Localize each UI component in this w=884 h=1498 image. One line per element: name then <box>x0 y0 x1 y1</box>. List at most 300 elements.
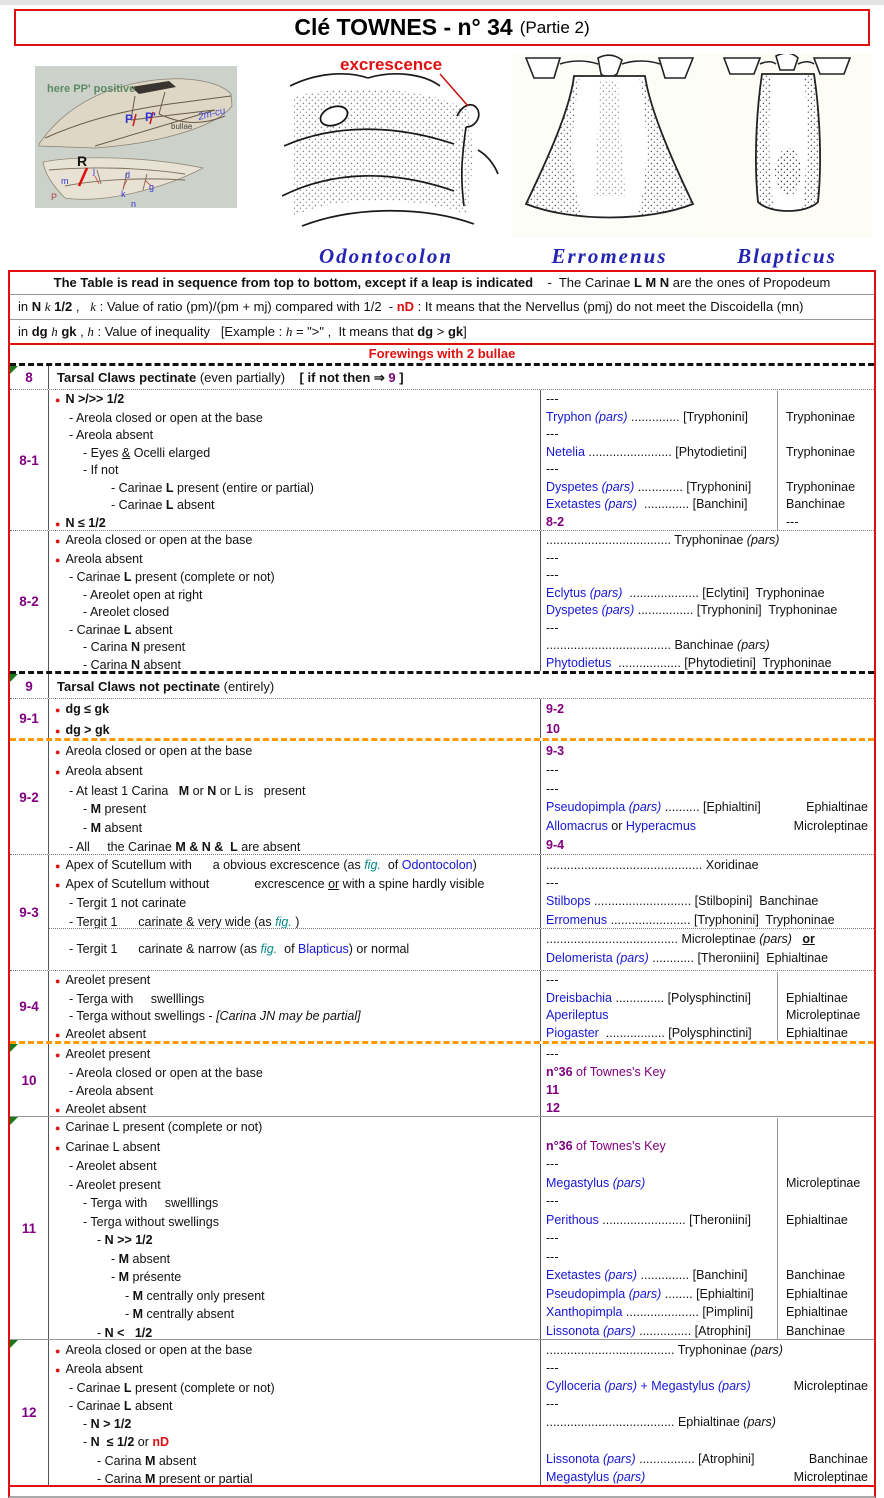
text-segment: - <box>83 802 91 817</box>
criterion-line <box>55 762 540 782</box>
row-number-8-1 <box>10 390 49 530</box>
taxa-text <box>546 911 835 928</box>
page-title-suffix: (Partie 2) <box>519 17 590 37</box>
family-cell <box>777 1137 874 1156</box>
row-number-text: 8 <box>25 370 33 385</box>
text-segment: nD <box>152 1435 170 1450</box>
text-segment: ............. [Banchini] <box>637 497 748 511</box>
odontocolon-figure <box>272 54 500 269</box>
text-segment: - Terga without swellings <box>83 1214 219 1229</box>
bullet-icon: ● <box>55 1029 61 1040</box>
text-segment: k <box>44 299 51 314</box>
text-segment: - Areolet present <box>69 1177 161 1192</box>
text-segment: or <box>328 877 340 892</box>
text-segment: ............................................. Xoridinae <box>546 858 759 872</box>
result-cell <box>541 971 874 1041</box>
text-segment: Ocelli elarged <box>130 445 211 460</box>
taxa-line <box>541 1431 874 1449</box>
text-segment: N >/>> 1/2 <box>65 392 125 406</box>
title-box <box>14 9 870 46</box>
bullet-icon: ● <box>55 1105 61 1115</box>
key-row-9-4 <box>10 970 874 1041</box>
text-segment: ............ [Theroniini] Ephialtinae <box>648 951 829 965</box>
result-cell <box>541 699 874 738</box>
criterion-line <box>55 1250 540 1269</box>
row-content <box>49 699 874 738</box>
text-segment: présente <box>129 1270 182 1284</box>
text-segment: - Areola closed or open at the base <box>69 410 263 425</box>
text-segment: (pars) <box>604 497 638 511</box>
text-segment: n°36 <box>546 1065 573 1079</box>
text-segment: --- <box>546 1231 559 1245</box>
row-number-text: 9-3 <box>19 905 39 920</box>
bullet-icon: ● <box>55 766 61 777</box>
text-segment: .............. [Tryphonini] <box>627 409 748 424</box>
taxa-line <box>541 780 874 799</box>
text-segment: Hyperacmus <box>625 819 697 834</box>
criterion-line <box>55 1287 540 1306</box>
text-segment: (pars) <box>717 1379 751 1394</box>
row-content <box>49 1117 874 1339</box>
criterion-line <box>55 819 540 838</box>
text-segment: - Carina <box>97 1453 145 1468</box>
row-content <box>49 1340 874 1485</box>
wing-label-g: g <box>149 182 155 192</box>
text-segment: Perithous <box>546 1212 599 1227</box>
text-segment: .................................... Banchinae <box>546 638 738 652</box>
criterion-line <box>55 462 540 480</box>
taxa-line <box>541 911 874 928</box>
text-segment: .............. [Banchini] <box>637 1268 748 1282</box>
text-segment: , <box>72 299 91 314</box>
taxa-line <box>541 1248 874 1267</box>
text-segment: Xanthopimpla <box>546 1305 623 1319</box>
criteria-cell <box>49 531 541 671</box>
text-segment: (pars) <box>589 585 623 600</box>
taxa-text <box>546 1341 783 1359</box>
family-name: Banchinae <box>786 497 846 511</box>
row-number-text: 10 <box>21 1072 37 1088</box>
taxa-line <box>541 990 874 1008</box>
taxa-line <box>541 1303 874 1322</box>
text-segment: present (complete or not) <box>131 570 275 584</box>
criteria-cell <box>49 1340 541 1485</box>
family-cell <box>777 479 874 497</box>
key-row-9-3 <box>10 854 874 970</box>
text-segment: or L is present <box>216 783 306 798</box>
criterion-line <box>55 1360 540 1379</box>
bullet-icon: ● <box>55 861 61 871</box>
text-segment: --- <box>546 1157 559 1171</box>
criterion-line <box>55 1415 540 1433</box>
taxa-line <box>541 1211 874 1230</box>
text-segment: (pars) <box>628 800 662 815</box>
taxa-line <box>541 949 874 968</box>
family-name: --- <box>786 514 799 529</box>
text-segment: or <box>134 1435 153 1450</box>
wing-label-r: R <box>77 153 88 169</box>
taxa-text <box>546 1229 777 1248</box>
text-segment: - Tergit 1 not carinate <box>69 896 187 911</box>
taxa-text <box>546 620 559 638</box>
criteria-lines <box>55 1341 540 1485</box>
family-name: Ephialtinae <box>786 1212 848 1227</box>
wing-label-m: m <box>61 176 69 186</box>
taxa-text <box>546 409 777 427</box>
text-segment: are the ones of Propodeum <box>669 275 831 290</box>
family-name: Microleptinae <box>793 1379 868 1394</box>
row-number-9-1 <box>10 699 49 738</box>
text-segment: (pars) <box>601 479 635 494</box>
taxa-text <box>546 461 777 479</box>
family-name: Banchinae <box>786 1268 846 1282</box>
text-segment: Blapticus <box>298 942 349 956</box>
text-segment: 9 <box>388 370 396 385</box>
taxa-line <box>541 1395 874 1413</box>
text-segment: Cylloceria <box>546 1379 605 1394</box>
text-segment: - Carina <box>97 1471 145 1485</box>
taxa-text <box>546 1450 754 1468</box>
criterion-line <box>55 742 540 762</box>
text-segment: --- <box>546 1249 559 1264</box>
text-segment: Areola closed or open at the base <box>65 1343 253 1357</box>
text-segment: --- <box>546 568 559 582</box>
family-name: Ephialtinae <box>786 1025 848 1040</box>
text-segment: ................. [Polysphinctini] <box>598 1025 752 1040</box>
text-segment: , <box>76 324 88 339</box>
text-segment: M <box>118 1251 130 1266</box>
text-segment: in <box>18 299 32 314</box>
text-segment: : It means that the Nervellus (pmj) do not meet the Discoidella (mn) <box>414 299 804 314</box>
text-segment: - Carina <box>83 640 131 654</box>
taxa-line <box>541 1155 874 1174</box>
text-segment: centrally absent <box>143 1307 235 1321</box>
text-segment: ............................ [Stilbopini] Banchinae <box>590 894 819 909</box>
text-segment: (pars) <box>602 1323 636 1338</box>
text-segment: --- <box>546 392 559 406</box>
criterion-line <box>55 1379 540 1397</box>
criteria-cell <box>49 741 541 854</box>
text-segment: - Areola absent <box>69 428 154 442</box>
text-segment: (pars) <box>612 1469 646 1484</box>
family-cell <box>777 972 874 990</box>
text-segment: or <box>607 819 626 834</box>
text-segment: --- <box>546 1397 559 1412</box>
result-cell <box>541 1044 874 1116</box>
wing-photo <box>35 66 237 208</box>
taxa-line <box>541 1007 874 1025</box>
criterion-line <box>55 410 540 428</box>
text-segment: ...................................... Microleptinae <box>546 932 760 946</box>
stipple-region <box>294 89 472 216</box>
taxa-text <box>546 479 777 497</box>
key-table <box>8 270 876 1487</box>
family-cell <box>777 1174 874 1193</box>
text-segment: dg <box>417 324 434 339</box>
criterion-line <box>55 391 540 410</box>
bullet-icon: ● <box>55 747 61 757</box>
text-segment: Areola absent <box>65 1362 143 1377</box>
taxa-text <box>546 780 559 799</box>
taxa-line <box>541 1137 874 1156</box>
text-segment: Areola closed or open at the base <box>65 533 253 547</box>
bullet-icon: ● <box>55 1123 61 1133</box>
taxa-line <box>541 602 874 620</box>
taxa-text <box>546 1174 777 1193</box>
family-cell <box>777 1285 874 1304</box>
key-row-9-1 <box>10 698 874 738</box>
text-segment: Tarsal Claws pectinate <box>57 370 197 385</box>
criteria-cell <box>49 855 541 928</box>
criterion-line <box>55 1100 540 1116</box>
criterion-line <box>55 532 540 551</box>
criterion-line <box>55 940 409 959</box>
criterion-line <box>55 1397 540 1415</box>
family-name: Tryphoninae <box>786 409 856 424</box>
wing-label-p: P <box>125 112 134 126</box>
text-segment: + <box>637 1379 652 1394</box>
text-segment: Areolet present <box>65 973 151 987</box>
taxa-text <box>546 1322 777 1340</box>
family-cell <box>777 1155 874 1174</box>
criterion-line <box>55 1176 540 1195</box>
text-segment: gk <box>57 324 77 339</box>
page-top-strip <box>0 0 884 5</box>
taxa-line <box>541 585 874 603</box>
wing-label-d: d <box>125 170 131 180</box>
taxa-text <box>546 637 770 655</box>
taxa-line <box>541 514 874 531</box>
taxa-line <box>541 720 874 739</box>
text-segment: N > 1/2 <box>90 1417 132 1432</box>
text-segment: --- <box>546 1047 559 1061</box>
text-segment: > <box>433 324 448 339</box>
text-segment: nD <box>396 299 415 314</box>
row-number-text: 9 <box>25 678 33 694</box>
family-cell <box>777 990 874 1008</box>
text-segment: The Table is read in sequence from top to bottom, except if a leap is indicated <box>53 275 534 290</box>
blapticus-figure <box>702 54 872 269</box>
taxa-line <box>541 930 874 949</box>
row-content <box>49 531 874 671</box>
text-segment: .................................... Tryphoninae <box>546 533 747 547</box>
taxa-text <box>546 1081 559 1099</box>
key-row-8-1 <box>10 389 874 530</box>
text-segment: - Carinae <box>69 1399 124 1414</box>
text-segment: Apex of Scutellum with a obvious excrescence (as <box>65 858 365 872</box>
criterion-line <box>55 1305 540 1324</box>
taxa-text <box>546 514 777 531</box>
criterion-line <box>55 700 540 721</box>
criteria-lines <box>55 391 540 530</box>
criterion-line <box>55 445 540 463</box>
key-body <box>10 363 874 1485</box>
text-segment: 9-4 <box>546 837 565 852</box>
text-segment: - <box>83 1435 91 1450</box>
text-segment: [Carina JN may be partial] <box>216 1009 361 1023</box>
text-segment: h <box>87 324 94 339</box>
taxa-text <box>546 874 559 892</box>
text-segment: - <box>97 1233 105 1247</box>
criteria-cell <box>49 929 541 970</box>
taxa-line <box>541 426 874 444</box>
text-segment: Lissonota <box>546 1323 603 1338</box>
text-segment: Carinae L absent <box>65 1139 161 1154</box>
text-segment: - Carinae <box>69 622 124 637</box>
text-segment: - Terga without swellings - <box>69 1009 217 1023</box>
text-segment: h <box>285 324 293 339</box>
text-segment: Phytodietus <box>546 655 612 670</box>
text-segment: ................ [Tryphonini] Tryphoninae <box>634 603 838 617</box>
bullet-icon: ● <box>55 1050 61 1060</box>
row-content <box>49 741 874 854</box>
bullet-icon: ● <box>55 1142 61 1153</box>
text-segment: - <box>111 1270 119 1284</box>
taxa-text <box>546 426 777 444</box>
page-title: Clé TOWNES - n° 34 <box>294 14 513 40</box>
bullet-icon: ● <box>55 536 61 546</box>
row-label <box>49 674 874 698</box>
row-number-9-3 <box>10 855 49 970</box>
sub-row <box>49 928 874 970</box>
sub-row <box>49 699 874 738</box>
family-name: Ephialtinae <box>786 990 848 1005</box>
bullet-icon: ● <box>55 1346 61 1356</box>
taxa-line <box>541 1118 874 1137</box>
text-segment: present <box>101 802 147 817</box>
wing-label-j: j <box>93 166 95 176</box>
text-segment: Odontocolon <box>401 858 473 872</box>
text-segment: - Areolet absent <box>69 1159 157 1173</box>
text-segment: are absent <box>237 839 301 854</box>
criterion-line <box>55 1324 540 1340</box>
taxa-line <box>541 836 874 854</box>
criteria-lines <box>55 700 540 738</box>
taxa-text <box>546 1155 777 1174</box>
text-segment: present (entire or partial) <box>173 480 314 495</box>
taxa-text <box>546 1211 777 1230</box>
taxa-text <box>546 550 559 568</box>
text-segment: (pars) <box>612 1175 646 1190</box>
text-segment: ) <box>291 914 300 928</box>
taxa-text <box>546 444 777 462</box>
taxa-text <box>546 720 560 739</box>
table-note-row-2 <box>10 295 874 320</box>
family-name: Microleptinae <box>793 1469 868 1484</box>
erromenus-drawing <box>512 54 707 238</box>
text-segment: Eclytus <box>546 585 590 600</box>
text-segment: of <box>277 942 299 956</box>
section-banner-text: Forewings with 2 bullae <box>368 346 516 361</box>
text-segment: Delomerista <box>546 951 617 965</box>
text-segment: absent <box>131 622 173 637</box>
criteria-lines <box>55 742 540 854</box>
result-cell <box>541 531 874 671</box>
text-segment: M & N & L <box>175 839 238 854</box>
family-cell <box>777 1211 874 1230</box>
text-segment: ....................... [Tryphonini] Tryphoninae <box>607 912 835 927</box>
sub-row <box>49 1117 874 1339</box>
row-number-11 <box>10 1117 49 1339</box>
criteria-cell <box>49 699 541 738</box>
text-segment: (pars) <box>628 1286 662 1301</box>
taxa-line <box>541 550 874 568</box>
family-cell <box>777 1303 874 1322</box>
key-row-11 <box>10 1116 874 1339</box>
taxa-text <box>546 742 564 761</box>
text-segment: ) or normal <box>348 942 410 956</box>
family-cell <box>777 1192 874 1211</box>
family-name: Microleptinae <box>786 1008 861 1022</box>
family-cell <box>777 496 874 514</box>
text-segment: ] <box>463 324 467 339</box>
family-cell <box>777 444 874 462</box>
text-segment: dg <box>31 324 52 339</box>
table-continuation <box>8 1487 876 1498</box>
taxa-line <box>541 1081 874 1099</box>
wing-label-p-prime: P' <box>145 110 156 124</box>
key-row-12 <box>10 1339 874 1485</box>
text-segment: Erromenus <box>546 912 608 927</box>
family-cell <box>777 1248 874 1267</box>
text-segment: dg ≤ gk <box>65 702 110 716</box>
family-cell <box>777 1229 874 1248</box>
text-segment: dg > gk <box>65 722 110 737</box>
taxa-line <box>541 700 874 720</box>
family-name: Ephialtinae <box>786 1305 848 1319</box>
criterion-line <box>55 497 540 515</box>
row-content <box>49 971 874 1041</box>
text-segment: Areolet present <box>65 1047 151 1061</box>
text-segment: .......... [Ephialtini] <box>661 800 761 815</box>
text-segment: - Carina <box>83 657 131 671</box>
criteria-lines <box>55 972 540 1041</box>
taxa-text <box>546 1413 776 1431</box>
text-segment: Exetastes <box>546 497 605 511</box>
text-segment: 11 <box>546 1083 560 1097</box>
criteria-lines <box>55 1118 540 1339</box>
taxa-line <box>541 1174 874 1193</box>
text-segment: Tarsal Claws not pectinate <box>57 678 221 694</box>
text-segment: Areolet absent <box>65 1026 147 1041</box>
text-segment: --- <box>546 876 559 891</box>
taxa-line <box>541 761 874 780</box>
criterion-line <box>55 1157 540 1176</box>
text-segment: Netelia <box>546 444 585 459</box>
row-number-text: 12 <box>21 1405 37 1420</box>
bullet-icon: ● <box>55 880 61 891</box>
text-segment: - Tergit 1 carinate & very wide (as <box>69 914 276 928</box>
text-segment: N <box>130 657 140 671</box>
text-segment: & <box>121 445 131 460</box>
text-segment: ..................................... Tryphoninae <box>546 1343 751 1357</box>
result-cell <box>541 855 874 928</box>
sub-row <box>49 741 874 854</box>
text-segment: - <box>125 1307 133 1321</box>
text-segment: M <box>144 1471 156 1485</box>
text-segment: --- <box>546 1361 559 1376</box>
text-segment <box>546 1120 549 1134</box>
result-cell <box>541 741 874 854</box>
text-segment: --- <box>546 427 559 441</box>
text-segment: ..................................... Ephialtinae <box>546 1415 744 1430</box>
bullet-icon: ● <box>55 725 61 736</box>
text-segment: of <box>380 858 402 872</box>
text-segment: ........................ [Theroniini] <box>598 1212 751 1227</box>
bullet-icon: ● <box>55 395 61 405</box>
text-segment: M <box>90 802 102 817</box>
taxa-text <box>546 1266 777 1285</box>
